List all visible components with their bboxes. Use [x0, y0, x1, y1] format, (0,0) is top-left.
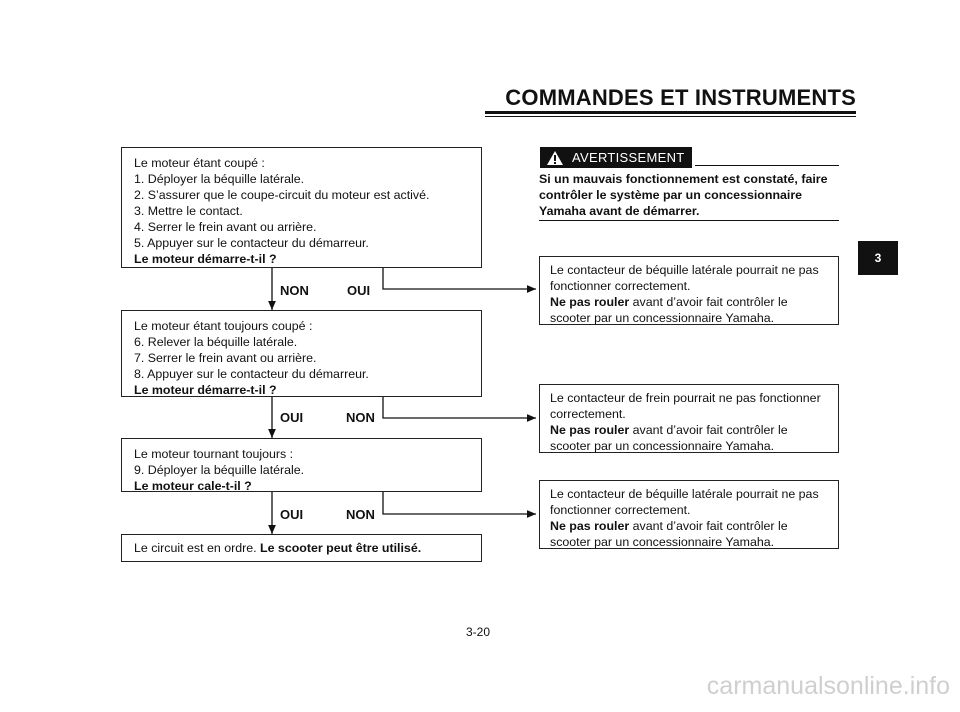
step-line: 2. S’assurer que le coupe-circuit du moteur est activé.: [134, 188, 430, 202]
warning-line: Yamaha avant de démarrer.: [539, 204, 700, 218]
final-text: Le circuit est en ordre.: [134, 541, 261, 555]
result-line: scooter par un concessionnaire Yamaha.: [550, 439, 775, 453]
step-box-3: [121, 438, 482, 492]
arrow-step2-right: [383, 397, 536, 418]
warning-rule: [695, 165, 839, 166]
result-line: Le contacteur de béquille latérale pourrait ne pas: [550, 487, 819, 501]
result-line: scooter par un concessionnaire Yamaha.: [550, 535, 775, 549]
step-line: Le moteur tournant toujours :: [134, 447, 294, 461]
step-box-2: [121, 310, 482, 397]
step-question: Le moteur démarre-t-il ?: [134, 252, 277, 266]
arrow-step3-right: [383, 492, 536, 514]
result-box-2: [539, 384, 839, 453]
result-line: fonctionner correctement.: [550, 503, 691, 517]
result-line: Le contacteur de frein pourrait ne pas fonctionner: [550, 391, 821, 405]
branch-label-right: NON: [346, 410, 375, 425]
step-question: Le moteur cale-t-il ?: [134, 479, 252, 493]
result-line: fonctionner correctement.: [550, 279, 691, 293]
page-title: COMMANDES ET INSTRUMENTS: [505, 85, 856, 110]
result-bold: Ne pas rouler: [550, 519, 630, 533]
warning-badge: [540, 147, 692, 168]
result-line: Le contacteur de béquille latérale pourrait ne pas: [550, 263, 819, 277]
result-rest: avant d’avoir fait contrôler le: [629, 295, 788, 309]
step-line: 5. Appuyer sur le contacteur du démarreur.: [134, 236, 369, 250]
step-line: 8. Appuyer sur le contacteur du démarreur.: [134, 367, 369, 381]
warning-line: Si un mauvais fonctionnement est constaté, faire: [539, 172, 828, 186]
result-bold: Ne pas rouler: [550, 423, 630, 437]
branch-label-right: NON: [346, 507, 375, 522]
result-box-3: [539, 480, 839, 549]
step-line: 9. Déployer la béquille latérale.: [134, 463, 305, 477]
final-box: [121, 534, 482, 562]
step-line: 4. Serrer le frein avant ou arrière.: [134, 220, 317, 234]
step-line: Le moteur étant toujours coupé :: [134, 319, 313, 333]
result-rest: avant d’avoir fait contrôler le: [629, 423, 788, 437]
watermark: carmanualsonline.info: [706, 672, 950, 700]
warning-icon: [546, 150, 564, 166]
step-box-1: [121, 147, 482, 268]
result-rest: avant d’avoir fait contrôler le: [629, 519, 788, 533]
chapter-tab: 3: [858, 241, 898, 275]
step-line: Le moteur étant coupé :: [134, 156, 265, 170]
step-question: Le moteur démarre-t-il ?: [134, 383, 277, 397]
branch-label-right: OUI: [347, 283, 371, 298]
result-bold: Ne pas rouler: [550, 295, 630, 309]
branch-label-left: OUI: [280, 507, 304, 522]
warning-label: AVERTISSEMENT: [572, 150, 685, 165]
result-line: scooter par un concessionnaire Yamaha.: [550, 311, 775, 325]
result-box-1: [539, 256, 839, 325]
warning-text: [539, 171, 839, 219]
warning-line: contrôler le système par un concessionnaire: [539, 188, 803, 202]
warning-bottom-rule: [539, 220, 839, 221]
step-line: 7. Serrer le frein avant ou arrière.: [134, 351, 317, 365]
step-line: 3. Mettre le contact.: [134, 204, 243, 218]
arrow-step1-right: [383, 268, 536, 289]
final-bold: Le scooter peut être utilisé.: [260, 541, 422, 555]
page-number: 3-20: [466, 625, 491, 639]
step-line: 1. Déployer la béquille latérale.: [134, 172, 305, 186]
branch-label-left: NON: [280, 283, 309, 298]
result-line: correctement.: [550, 407, 626, 421]
branch-label-left: OUI: [280, 410, 304, 425]
step-line: 6. Relever la béquille latérale.: [134, 335, 298, 349]
